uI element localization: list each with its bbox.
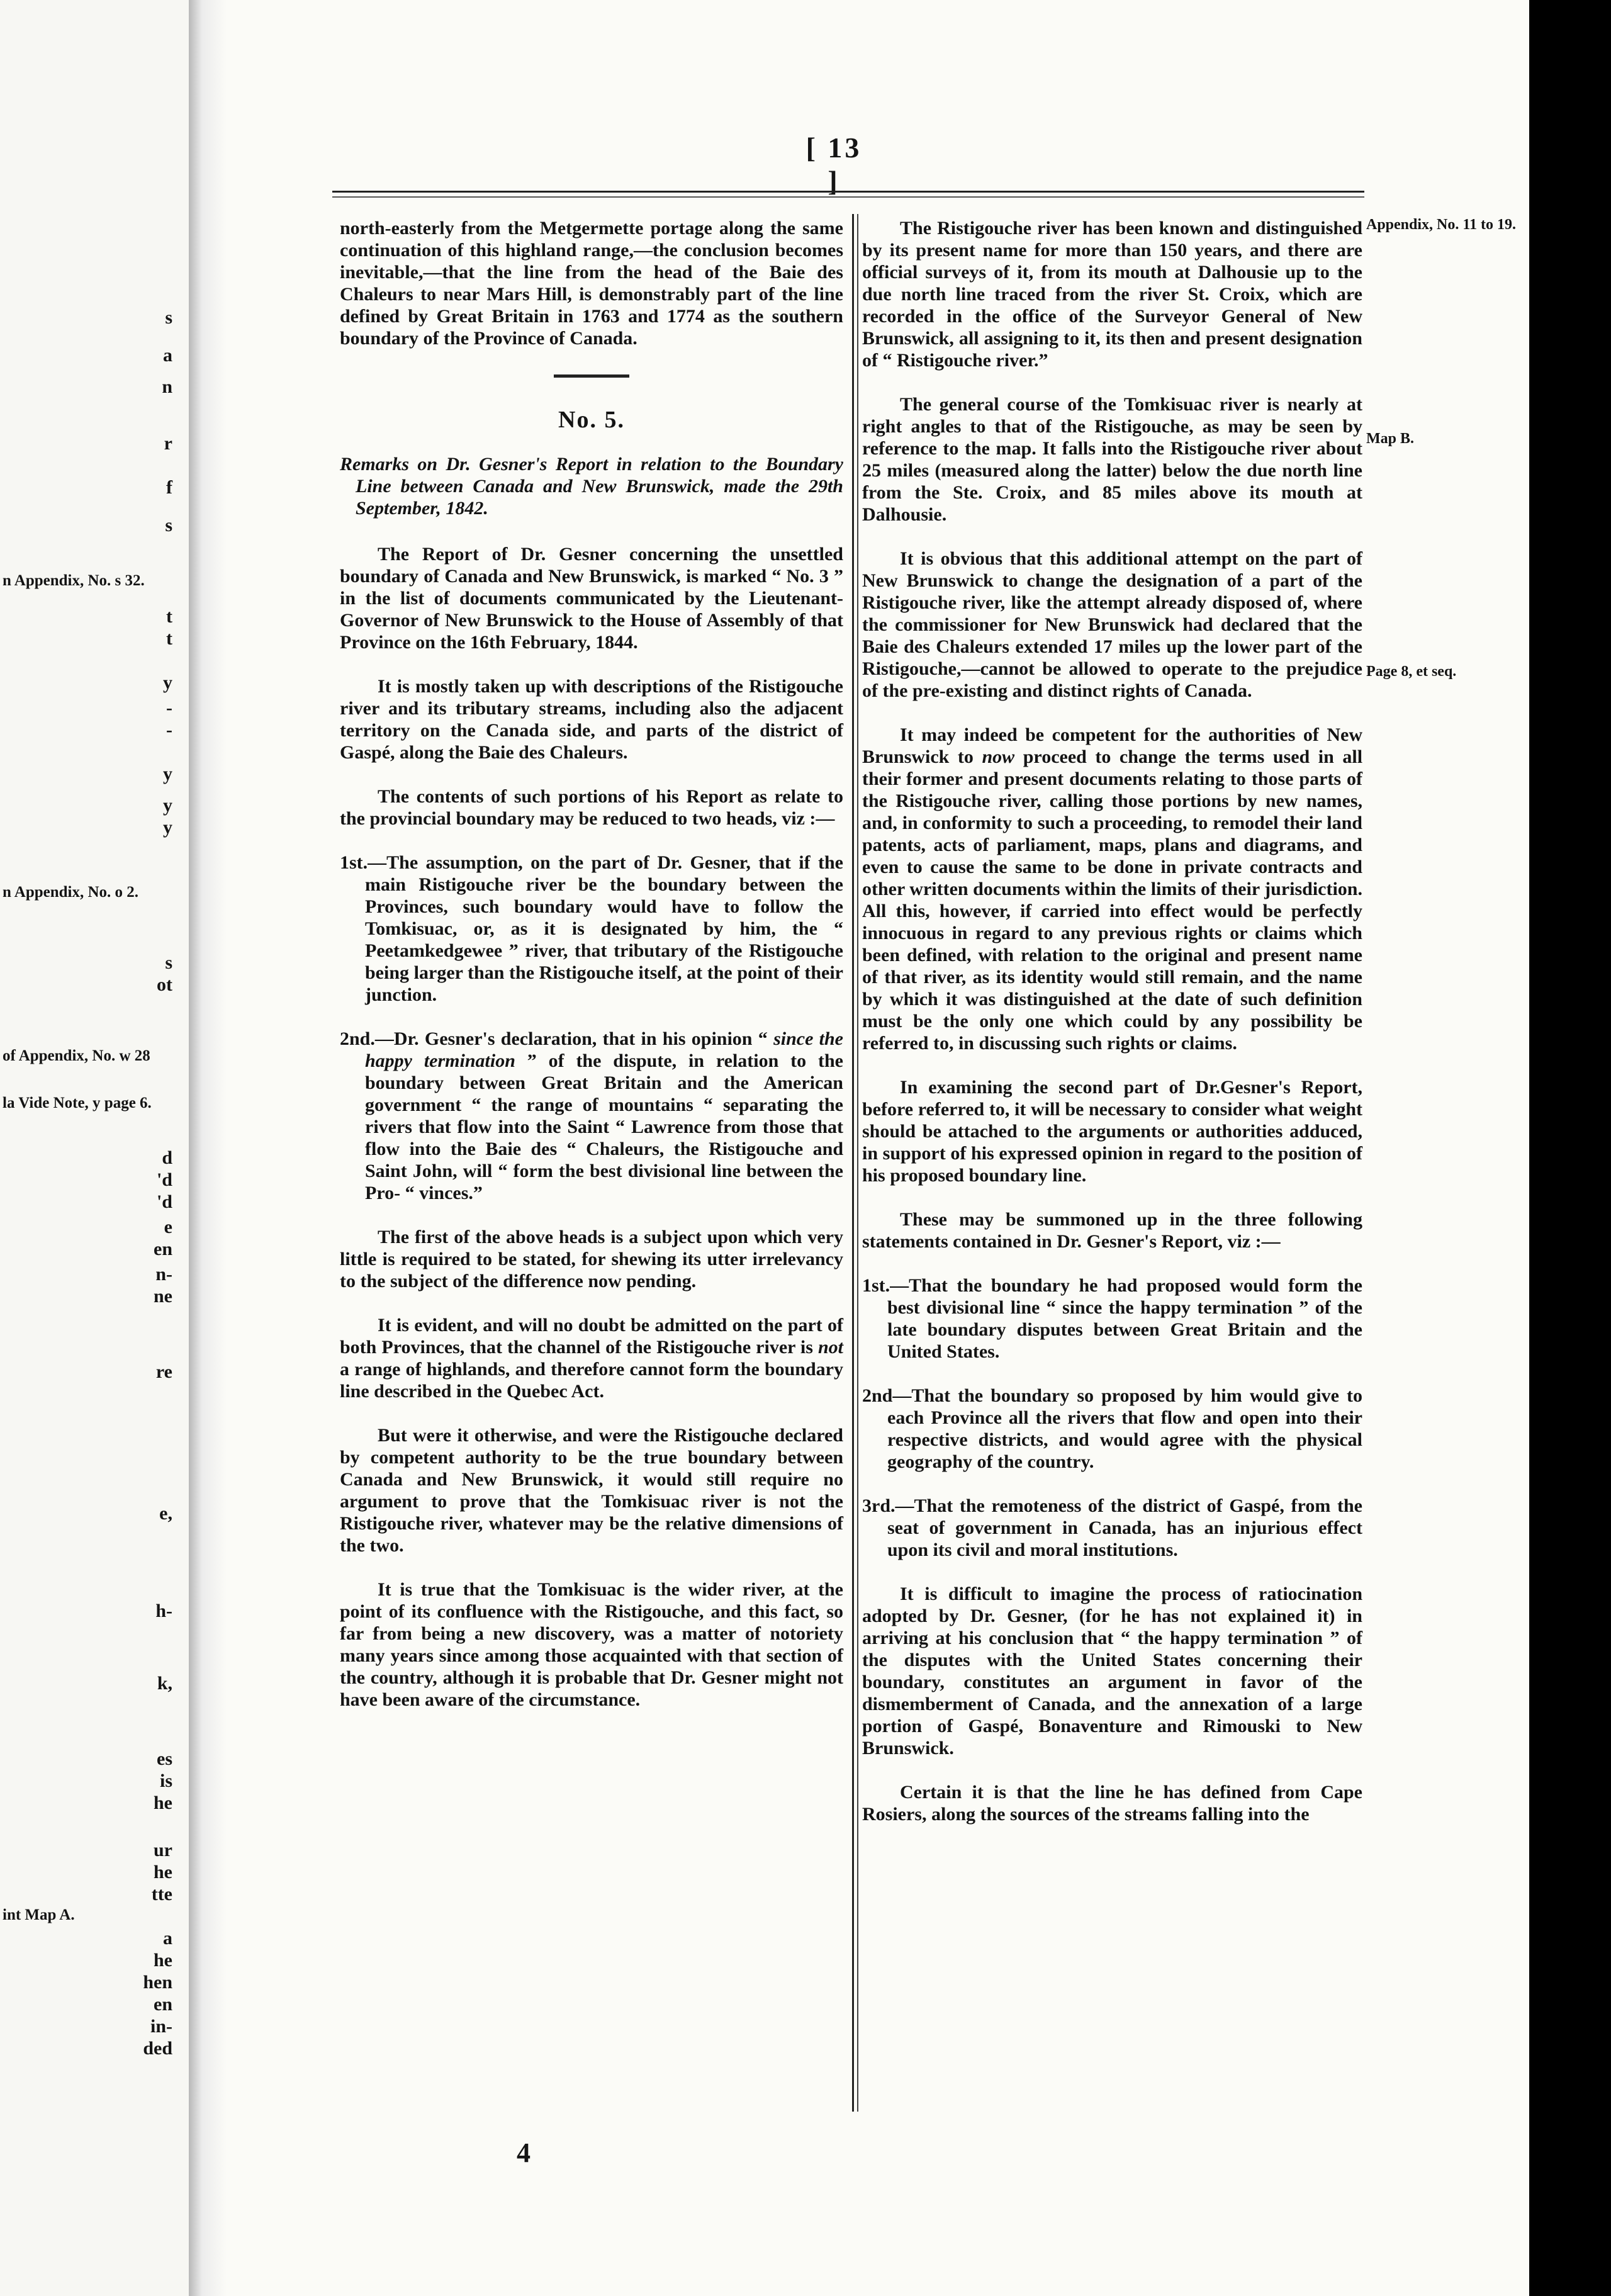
- emphasis: now: [982, 746, 1015, 767]
- text-run: 2nd.—Dr. Gesner's declaration, that in his opinion “: [340, 1028, 768, 1049]
- section-heading: Remarks on Dr. Gesner's Report in relation to the Boundary Line between Canada and New Brunswick, made the 29th September, 1842.: [340, 454, 843, 519]
- margin-fragment: e: [164, 1217, 172, 1237]
- emphasis: since the happy termination: [365, 1028, 844, 1071]
- section-number: No. 5.: [558, 407, 625, 433]
- margin-fragment: en: [154, 1994, 172, 2015]
- paragraph: Certain it is that the line he has defined from Cape Rosiers, along the sources of the streams falling into the: [862, 1782, 1362, 1825]
- margin-note: of Appendix, No. w 28: [3, 1047, 150, 1064]
- margin-note: Map B.: [1366, 430, 1415, 447]
- margin-note: n Appendix, No. s 32.: [3, 572, 145, 589]
- margin-fragment: f: [166, 477, 172, 498]
- list-item: 1st.—The assumption, on the part of Dr. Gesner, that if the main Ristigouche river be the boundary between the Provinces, such boundary would have to follow the Tomkisuac, or, as it is designated by him, the “ Peetamkedgewee ” river, that tributary of the Ristigouche being larger than the Ristigouche itself, at the point of their junction.: [340, 852, 843, 1005]
- margin-fragment: n-: [155, 1264, 172, 1285]
- margin-fragment: he: [154, 1950, 172, 1971]
- margin-fragment: 'd: [156, 1169, 172, 1190]
- margin-fragment: hen: [143, 1972, 172, 1993]
- margin-fragment: s: [165, 307, 172, 328]
- paragraph: But were it otherwise, and were the Ristigouche declared by competent authority to be the true boundary between Canada and New Brunswick, it would still require no argument to prove that the Tomkisuac river is not the Ristigouche river, whatever may be the relative dimensions of the two.: [340, 1425, 843, 1556]
- margin-fragment: he: [154, 1862, 172, 1882]
- margin-fragment: h-: [155, 1601, 172, 1621]
- margin-fragment: y: [163, 763, 172, 784]
- paragraph: north-easterly from the Metgermette portage along the same continuation of this highland range,—the conclusion becomes inevitable,—that the line from the head of the Baie des Chaleurs to near Mars Hill, is demonstrably part of the line defined by Great Britain in 1763 and 1774 as the southern boundary of the Province of Canada.: [340, 218, 843, 349]
- paragraph: [862, 724, 1362, 1054]
- margin-fragment: ot: [157, 974, 172, 995]
- margin-fragment: a: [163, 1928, 172, 1949]
- list-item: 3rd.—That the remoteness of the district of Gaspé, from the seat of government in Canada, has an injurious effect upon its civil and moral institutions.: [862, 1495, 1362, 1560]
- margin-fragment: is: [159, 1770, 172, 1791]
- list-item: 1st.—That the boundary he had proposed would form the best divisional line “ since the happy termination ” of the late boundary disputes between Great Britain and the United States.: [862, 1275, 1362, 1362]
- emphasis: not: [817, 1337, 844, 1358]
- margin-fragment: d: [162, 1147, 172, 1168]
- paragraph: It is true that the Tomkisuac is the wider river, at the point of its confluence with the Ristigouche, and this fact, so far from being a new discovery, was a matter of notoriety many years since among those acquainted with that section of the country, although it is probable that Dr. Gesner might not have been aware of the circumstance.: [340, 1579, 843, 1710]
- header-rule-thin: [332, 196, 1364, 198]
- page-number: [ 13 ]: [806, 132, 862, 197]
- text-run: a range of highlands, and therefore cannot form the boundary line described in the Quebec Act.: [340, 1359, 843, 1402]
- column-divider-thin: [857, 214, 858, 2112]
- margin-fragment: s: [165, 952, 172, 973]
- margin-fragment: ne: [154, 1286, 172, 1307]
- adjacent-page-edge: [0, 0, 194, 2296]
- margin-fragment: re: [155, 1361, 172, 1382]
- paragraph: In examining the second part of Dr.Gesner's Report, before referred to, it will be necessary to consider what weight should be attached to the arguments or authorities adduced, in support of his expressed opinion in regard to the position of his proposed boundary line.: [862, 1077, 1362, 1186]
- paragraph: It is difficult to imagine the process of ratiocination adopted by Dr. Gesner, (for he has not explained it) in arriving at his conclusion that “ the happy termination ” of the disputes with the United States concerning their boundary, constitutes an argument in favor of the dismemberment of Canada, and the annexation of a large portion of Gaspé, Bonaventure and Rimouski to New Brunswick.: [862, 1584, 1362, 1759]
- paragraph: The Report of Dr. Gesner concerning the unsettled boundary of Canada and New Brunswick, is marked “ No. 3 ” in the list of documents communicated by the Lieutenant-Governor of New Brunswick to the House of Assembly of that Province on the 16th February, 1844.: [340, 544, 843, 653]
- margin-note: int Map A.: [3, 1906, 75, 1923]
- margin-fragment: 'd: [156, 1191, 172, 1212]
- list-item: [340, 1028, 843, 1204]
- margin-fragment: en: [154, 1239, 172, 1259]
- margin-fragment: e,: [159, 1503, 172, 1524]
- column-divider: [852, 214, 854, 2112]
- paragraph: These may be summoned up in the three following statements contained in Dr. Gesner's Report, viz :—: [862, 1209, 1362, 1252]
- section-divider: [554, 374, 629, 378]
- signature-mark: 4: [517, 2137, 530, 2168]
- text-run: It is evident, and will no doubt be admitted on the part of both Provinces, that the channel of the Ristigouche river is: [340, 1315, 843, 1358]
- paragraph: The contents of such portions of his Report as relate to the provincial boundary may be reduced to two heads, viz :—: [340, 786, 843, 829]
- margin-fragment: t: [166, 628, 172, 649]
- paragraph: The Ristigouche river has been known and distinguished by its present name for more than 150 years, and there are official surveys of it, from its mouth at Dalhousie up to the due north line traced from the river St. Croix, which are recorded in the office of the Surveyor General of New Brunswick, all assigning to it, its then and present designation of “ Ristigouche river.”: [862, 218, 1362, 371]
- margin-fragment: ded: [143, 2038, 172, 2059]
- margin-fragment: ur: [154, 1840, 172, 1860]
- paragraph: It is mostly taken up with descriptions of the Ristigouche river and its tributary streams, including also the adjacent territory on the Canada side, and parts of the district of Gaspé, along the Baie des Chaleurs.: [340, 676, 843, 763]
- margin-fragment: a: [163, 345, 172, 366]
- text-run: It may indeed be competent for the authorities of New Brunswick to: [862, 724, 1362, 767]
- paragraph: It is obvious that this additional attempt on the part of New Brunswick to change the designation of a part of the Ristigouche river, like the attempt already disposed of, where the commissioner for New Brunswick had declared that the Baie des Chaleurs extended 17 miles up the lower part of the Ristigouche,—cannot be allowed to operate to the prejudice of the pre-existing and distinct rights of Canada.: [862, 548, 1362, 701]
- binding-gutter: [189, 0, 227, 2296]
- margin-note: n Appendix, No. o 2.: [3, 884, 139, 901]
- text-run: ” of the dispute, in relation to the boundary between Great Britain and the American government “ the range of mountains “ separating the rivers that flow into the Saint “ Lawrence from those that flow into the Baie des “ Chaleurs, the Ristigouche and Saint John, will “ form the best divisional line between the Pro- “ vinces.”: [365, 1050, 843, 1203]
- margin-fragment: y: [163, 672, 172, 693]
- margin-fragment: -: [166, 719, 172, 740]
- left-column: [340, 217, 843, 1733]
- margin-fragment: -: [166, 697, 172, 718]
- margin-fragment: tte: [151, 1884, 172, 1905]
- margin-fragment: n: [162, 376, 172, 397]
- margin-fragment: in-: [150, 2016, 172, 2037]
- header-rule: [332, 191, 1364, 193]
- margin-note: Appendix, No. 11 to 19.: [1366, 217, 1517, 233]
- margin-fragment: y: [163, 817, 172, 838]
- margin-fragment: he: [154, 1792, 172, 1813]
- margin-fragment: y: [163, 795, 172, 816]
- margin-note: Page 8, et seq.: [1366, 663, 1457, 680]
- list-item: 2nd—That the boundary so proposed by him would give to each Province all the rivers that flow and open into their respective districts, and would agree with the physical geography of the country.: [862, 1385, 1362, 1472]
- text-run: proceed to change the terms used in all their former and present documents relating to those parts of the Ristigouche river, calling those portions by new names, and, in conformity to such a proceeding, to remodel their land patents, acts of parliament, maps, plans and diagrams, and even to cause the same to be done in private contracts and other written documents within the limits of their jurisdiction. All this, however, if carried into effect would be perfectly innocuous in regard to any previous rights or claims which been defined, with relation to the original and present name of that river, as its identity would still remain, and the name by which it was distinguished at the date of such definition must be the only one which could by any possibility be referred to, in discussing such rights or claims.: [862, 746, 1363, 1054]
- paragraph: The first of the above heads is a subject upon which very little is required to be stated, for shewing its utter irrelevancy to the subject of the difference now pending.: [340, 1227, 843, 1292]
- right-column: [862, 217, 1362, 1847]
- margin-fragment: r: [164, 433, 172, 454]
- margin-fragment: k,: [157, 1673, 172, 1694]
- margin-fragment: es: [157, 1748, 172, 1769]
- paragraph: The general course of the Tomkisuac river is nearly at right angles to that of the Ristigouche, as may be seen by reference to the map. It falls into the Ristigouche river about 25 miles (measured along the latter) below the due north line from the Ste. Croix, and 85 miles above its mouth at Dalhousie.: [862, 394, 1362, 525]
- margin-note: la Vide Note, y page 6.: [3, 1095, 152, 1111]
- margin-fragment: s: [165, 515, 172, 536]
- paragraph: [340, 1314, 843, 1402]
- margin-fragment: t: [166, 606, 172, 627]
